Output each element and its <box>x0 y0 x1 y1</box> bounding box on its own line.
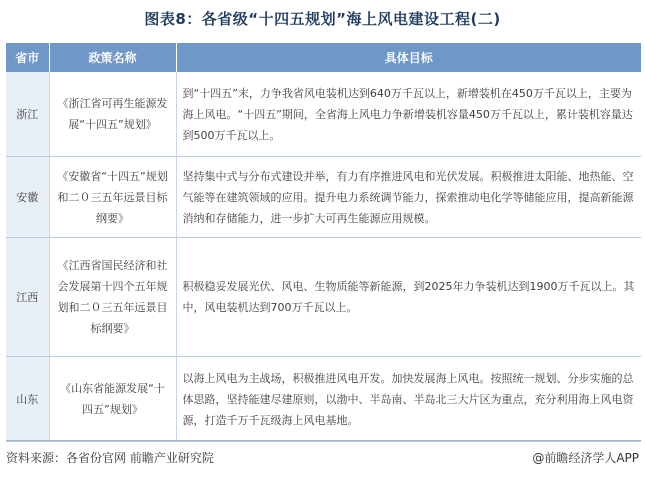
figure-title: 图表8：各省级“十四五规划”海上风电建设工程(二) <box>144 10 501 28</box>
column-header-policy: 政策名称 <box>49 43 176 72</box>
goal-cell: 坚持集中式与分布式建设并举，有力有序推进风电和光伏发展。积极推进太阳能、地热能、空气能等在建筑领域的应用。提升电力系统调节能力，探索推动电化学等储能应用，提高新能源消纳和存储能力，进一步扩大可再生能源应用规模。 <box>176 157 641 238</box>
footer-divider <box>6 440 641 441</box>
goal-cell: 积极稳妥发展光伏、风电、生物质能等新能源，到2025年力争装机达到1900万千瓦以上。其中，风电装机达到700万千瓦以上。 <box>176 238 641 357</box>
province-cell: 安徽 <box>6 157 49 238</box>
province-cell: 浙江 <box>6 72 49 157</box>
policy-name-cell: 《山东省能源发展“十四五”规划》 <box>49 357 176 442</box>
province-cell: 江西 <box>6 238 49 357</box>
table-row <box>6 357 641 442</box>
policy-name-cell: 《江西省国民经济和社会发展第十四个五年规划和二０三五年远景目标纲要》 <box>49 238 176 357</box>
brand-credit: @前瞻经济学人APP <box>532 451 639 465</box>
table-row <box>6 72 641 157</box>
source-note: 资料来源：各省份官网 前瞻产业研究院 <box>6 451 214 465</box>
policy-name-cell: 《安徽省“十四五”规划和二０三五年远景目标纲要》 <box>49 157 176 238</box>
policy-name-cell: 《浙江省可再生能源发展“十四五”规划》 <box>49 72 176 157</box>
column-header-province: 省市 <box>6 43 49 72</box>
goal-cell: 以海上风电为主战场，积极推进风电开发。加快发展海上风电。按照统一规划、分步实施的总体思路，坚持能建尽建原则，以渤中、半岛南、半岛北三大片区为重点，充分利用海上风电资源，打造千万千瓦级海上风电基地。 <box>176 357 641 442</box>
goal-cell: 到“十四五”末，力争我省风电装机达到640万千瓦以上，新增装机在450万千瓦以上，主要为海上风电。“十四五”期间，全省海上风电力争新增装机容量450万千瓦以上，累计装机容量达到500万千瓦以上。 <box>176 72 641 157</box>
table-row <box>6 238 641 357</box>
column-header-goal: 具体目标 <box>176 43 641 72</box>
policy-table <box>6 43 641 442</box>
table-row <box>6 157 641 238</box>
province-cell: 山东 <box>6 357 49 442</box>
table-header-row <box>6 43 641 72</box>
